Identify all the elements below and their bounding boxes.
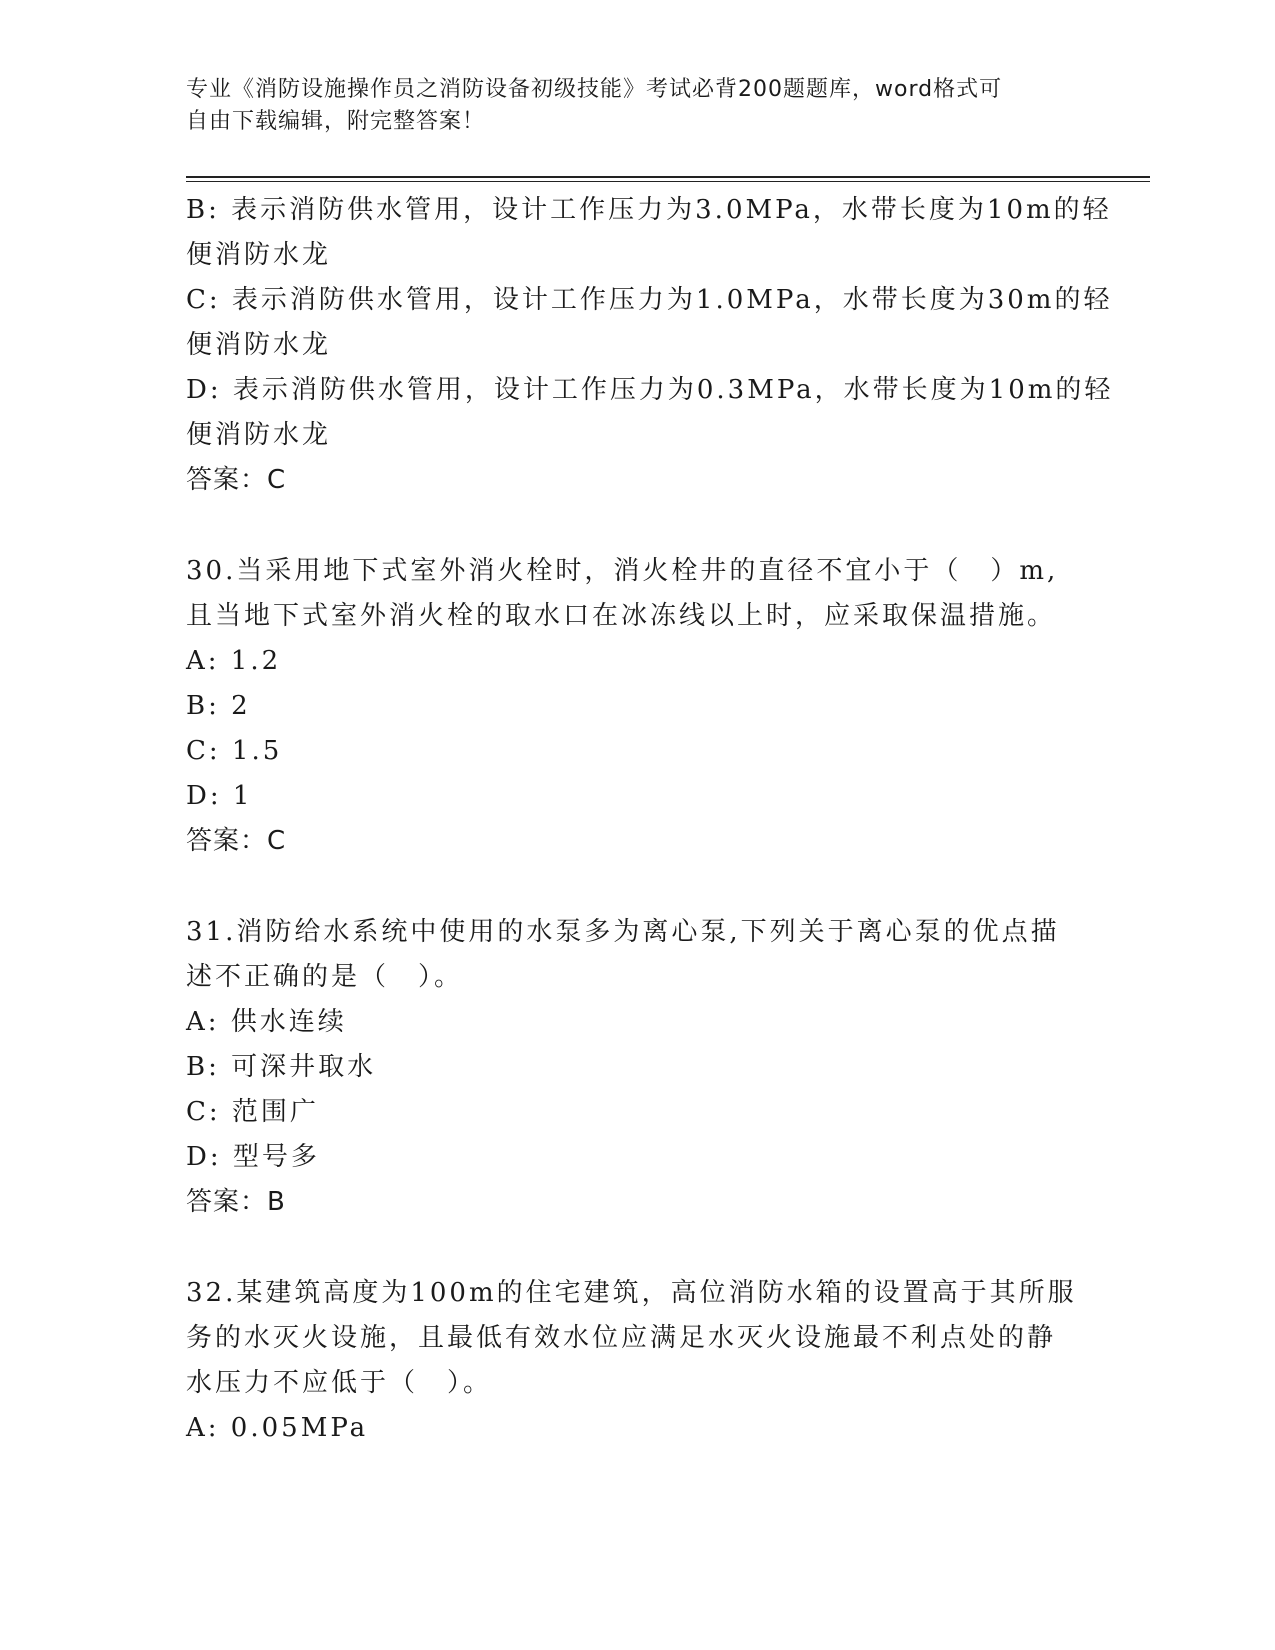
question-stem-line-1: 31.消防给水系统中使用的水泵多为离心泵,下列关于离心泵的优点描: [186, 917, 1060, 947]
option-d: D: 型号多: [186, 1142, 320, 1172]
option-c-line-2: 便消防水龙: [186, 330, 332, 360]
header-title-line-2: 自由下载编辑，附完整答案！: [186, 109, 486, 134]
option-d-line-1: D: 表示消防供水管用，设计工作压力为0.3MPa，水带长度为10m的轻: [186, 375, 1114, 405]
question-stem-line-3: 水压力不应低于（ ）。: [186, 1368, 493, 1398]
question-31: [186, 910, 1086, 1225]
question-stem-line-2: 务的水灭火设施，且最低有效水位应满足水灭火设施最不利点处的静: [186, 1323, 1057, 1353]
question-stem-line-2: 述不正确的是（ ）。: [186, 962, 464, 992]
header-divider-thin: [186, 181, 1150, 182]
question-29-tail: [186, 188, 1114, 503]
option-b-line-1: B: 表示消防供水管用，设计工作压力为3.0MPa，水带长度为10m的轻: [186, 195, 1112, 225]
question-spacer: [186, 1225, 1086, 1271]
question-stem-line-2: 且当地下式室外消火栓的取水口在冰冻线以上时，应采取保温措施。: [186, 601, 1057, 631]
option-a: A: 1.2: [186, 646, 282, 676]
header-title-line-1: 专业《消防设施操作员之消防设备初级技能》考试必背200题题库，word格式可: [186, 77, 1003, 102]
question-stem-line-1: 30.当采用地下式室外消火栓时，消火栓井的直径不宜小于（ ）m,: [186, 556, 1059, 586]
option-a: A: 0.05MPa: [186, 1413, 369, 1443]
option-b-line-2: 便消防水龙: [186, 240, 332, 270]
option-a: A: 供水连续: [186, 1007, 347, 1037]
question-list: [186, 188, 1114, 1451]
answer-line: 答案：C: [186, 465, 287, 495]
question-32: [186, 1271, 1086, 1451]
option-d: D: 1: [186, 781, 253, 811]
option-b: B: 可深井取水: [186, 1052, 377, 1082]
option-d-line-2: 便消防水龙: [186, 420, 332, 450]
answer-line: 答案：C: [186, 826, 287, 856]
question-spacer: [186, 864, 1086, 910]
header-divider-thick: [186, 176, 1150, 178]
option-b: B: 2: [186, 691, 251, 721]
question-30: [186, 549, 1086, 864]
option-c-line-1: C: 表示消防供水管用，设计工作压力为1.0MPa，水带长度为30m的轻: [186, 285, 1113, 315]
page-header: [186, 74, 1066, 138]
option-c: C: 1.5: [186, 736, 283, 766]
question-stem-line-1: 32.某建筑高度为100m的住宅建筑，高位消防水箱的设置高于其所服: [186, 1278, 1077, 1308]
option-c: C: 范围广: [186, 1097, 319, 1127]
question-spacer: [186, 503, 1086, 549]
answer-line: 答案：B: [186, 1187, 286, 1217]
